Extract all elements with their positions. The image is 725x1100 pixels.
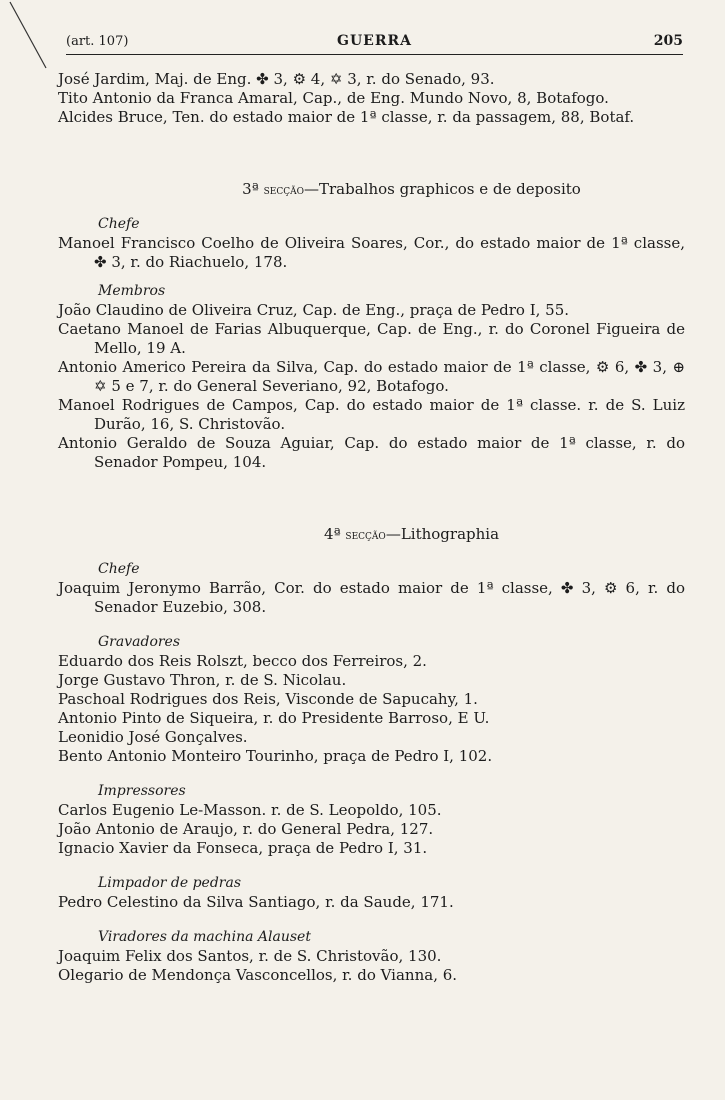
page-number: 205 — [653, 33, 683, 49]
list-item: Antonio Pinto de Siqueira, r. do Presidente Barroso, E U. — [58, 709, 490, 727]
list-item: Olegario de Mendonça Vasconcellos, r. do Vianna, 6. — [58, 966, 458, 984]
list-item: Joaquim Felix dos Santos, r. de S. Christovão, 130. — [58, 947, 442, 965]
list-item: Antonio Americo Pereira da Silva, Cap. do estado maior de 1ª classe, ⚙ 6, ✤ 3, ⊕ ✡ 5 e 7, r. do General Severiano, 92, Botafogo. — [58, 358, 685, 395]
list-item: José Jardim, Maj. de Eng. ✤ 3, ⚙ 4, ✡ 3, r. do Senado, 93. — [58, 70, 495, 88]
section-3-label: secção — [263, 183, 304, 198]
list-item: Leonidio José Gonçalves. — [58, 728, 248, 746]
impressores-label: Impressores — [98, 783, 186, 799]
section-3-heading — [58, 179, 685, 201]
header-article-ref: (art. 107) — [66, 34, 129, 49]
section-4-chefe-label: Chefe — [98, 561, 140, 577]
list-item: Antonio Geraldo de Souza Aguiar, Cap. do estado maior de 1ª classe, r. do Senador Pompeu, 104. — [58, 434, 685, 471]
gravadores-label: Gravadores — [98, 634, 181, 650]
list-item: João Antonio de Araujo, r. do General Pedra, 127. — [58, 820, 434, 838]
section-3-chefe-label: Chefe — [98, 216, 140, 232]
section-4-number: 4ª — [323, 525, 341, 543]
section-3-title: —Trabalhos graphicos e de deposito — [303, 180, 581, 198]
list-item: Carlos Eugenio Le-Masson. r. de S. Leopoldo, 105. — [58, 801, 442, 819]
running-header — [66, 32, 683, 55]
list-item: Alcides Bruce, Ten. do estado maior de 1ª classe, r. da passagem, 88, Botaf. — [58, 108, 635, 126]
list-item: Jorge Gustavo Thron, r. de S. Nicolau. — [58, 671, 347, 689]
page-body — [58, 70, 685, 985]
list-item: Caetano Manoel de Farias Albuquerque, Cap. de Eng., r. do Coronel Figueira de Mello, 19 A. — [58, 320, 685, 357]
list-item: Pedro Celestino da Silva Santiago, r. da Saude, 171. — [58, 893, 454, 911]
list-item: Ignacio Xavier da Fonseca, praça de Pedro I, 31. — [58, 839, 428, 857]
list-item: João Claudino de Oliveira Cruz, Cap. de Eng., praça de Pedro I, 55. — [58, 301, 570, 319]
section-3-number: 3ª — [242, 180, 259, 198]
section-4-label: secção — [345, 528, 386, 543]
list-item: Paschoal Rodrigues dos Reis, Visconde de Sapucahy, 1. — [58, 690, 478, 708]
opening-entries — [58, 70, 685, 127]
list-item: Manoel Rodrigues de Campos, Cap. do estado maior de 1ª classe. r. de S. Luiz Durão, 16, S. Christovão. — [58, 396, 685, 433]
header-title: GUERRA — [337, 33, 412, 49]
viradores-label: Viradores da machina Alauset — [98, 929, 311, 945]
list-item: Eduardo dos Reis Rolszt, becco dos Ferreiros, 2. — [58, 652, 427, 670]
list-item: Tito Antonio da Franca Amaral, Cap., de Eng. Mundo Novo, 8, Botafogo. — [58, 89, 609, 107]
list-item: Bento Antonio Monteiro Tourinho, praça de Pedro I, 102. — [58, 747, 493, 765]
list-item: Joaquim Jeronymo Barrão, Cor. do estado maior de 1ª classe, ✤ 3, ⚙ 6, r. do Senador Euzebio, 308. — [58, 579, 685, 616]
limpador-label: Limpador de pedras — [98, 875, 242, 891]
list-item: Manoel Francisco Coelho de Oliveira Soares, Cor., do estado maior de 1ª classe, ✤ 3, r. do Riachuelo, 178. — [58, 234, 685, 271]
section-4-heading — [58, 524, 685, 546]
pencil-margin-mark — [6, 0, 66, 70]
section-3-membros-label: Membros — [98, 283, 166, 299]
section-4-title: —Lithographia — [385, 525, 500, 543]
